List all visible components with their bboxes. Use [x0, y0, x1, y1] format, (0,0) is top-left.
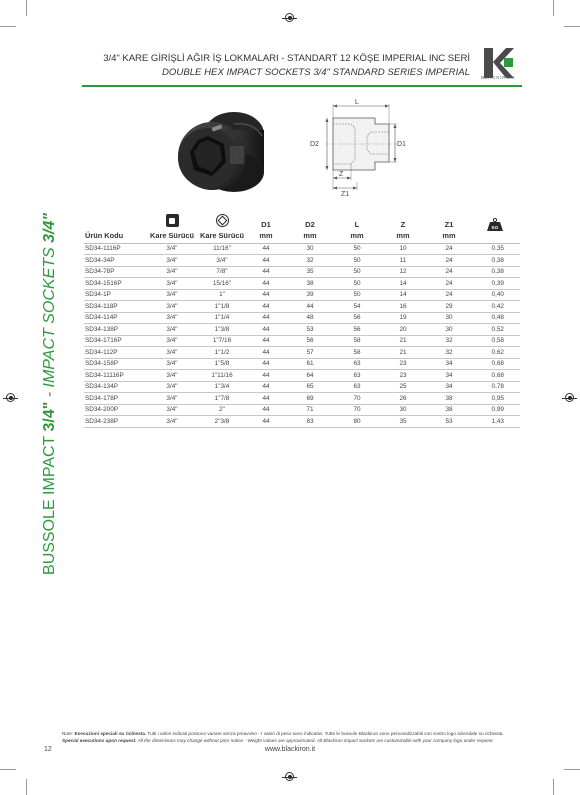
product-code: SD34-134P [84, 381, 146, 393]
d2-value: 53 [286, 324, 334, 336]
product-code: SD34-34P [84, 255, 146, 267]
label-z: Z [339, 171, 344, 178]
product-table [84, 208, 520, 428]
table-row [84, 335, 520, 347]
socket-size: 11/16" [198, 243, 246, 255]
side-title-part: - IMPACT SOCKETS [41, 242, 58, 402]
z-value: 25 [380, 381, 426, 393]
z1-value: 38 [426, 404, 472, 416]
z-value: 23 [380, 370, 426, 382]
d2-value: 35 [286, 266, 334, 278]
weight-value: 0,68 [472, 370, 520, 382]
note-label: Note: [62, 731, 74, 736]
label-d2: D2 [310, 141, 319, 148]
d2-value: 39 [286, 289, 334, 301]
side-title-part: BUSSOLE IMPACT [41, 431, 58, 575]
z1-value: 30 [426, 324, 472, 336]
l-value: 50 [334, 243, 380, 255]
product-code: SD34-1716P [84, 335, 146, 347]
d2-value: 69 [286, 393, 334, 405]
l-value: 50 [334, 255, 380, 267]
d2-value: 64 [286, 370, 334, 382]
crop-mark [553, 0, 554, 16]
z1-value: 32 [426, 347, 472, 359]
registration-mark [6, 393, 15, 402]
l-value: 50 [334, 266, 380, 278]
side-title-size: 3/4" [41, 213, 58, 243]
crop-mark [564, 769, 580, 770]
d2-value: 65 [286, 381, 334, 393]
drive-size: 3/4" [146, 255, 198, 267]
z1-value: 34 [426, 370, 472, 382]
drive-size: 3/4" [146, 335, 198, 347]
product-code: SD34-1516P [84, 278, 146, 290]
d1-value: 44 [246, 289, 286, 301]
crop-mark [553, 779, 554, 795]
z1-value: 29 [426, 301, 472, 313]
z-value: 21 [380, 335, 426, 347]
z1-value: 38 [426, 393, 472, 405]
footer-note [62, 730, 520, 744]
z-value: 19 [380, 312, 426, 324]
label-l: L [355, 99, 359, 106]
product-code: SD34-114P [84, 312, 146, 324]
d2-value: 71 [286, 404, 334, 416]
page-title-tr: 3/4" KARE GİRİŞLİ AĞIR İŞ LOKMALARI - STANDART 12 KÖŞE IMPERIAL INC SERİ [103, 53, 470, 64]
drive-size: 3/4" [146, 416, 198, 428]
header-drive2: Kare Sürücü [200, 231, 244, 241]
table-row [84, 347, 520, 359]
table-row [84, 243, 520, 255]
drive-size: 3/4" [146, 278, 198, 290]
socket-size: 15/16" [198, 278, 246, 290]
z-value: 12 [380, 266, 426, 278]
table-row [84, 358, 520, 370]
socket-size: 7/8" [198, 266, 246, 278]
drive-size: 3/4" [146, 301, 198, 313]
l-value: 58 [334, 335, 380, 347]
z-value: 21 [380, 347, 426, 359]
label-d1: D1 [397, 141, 406, 148]
z1-value: 24 [426, 243, 472, 255]
product-code: SD34-200P [84, 404, 146, 416]
weight-value: 0,48 [472, 312, 520, 324]
table-row [84, 393, 520, 405]
d2-value: 83 [286, 416, 334, 428]
table-row [84, 381, 520, 393]
weight-value: 0,78 [472, 381, 520, 393]
side-title-size: 3/4" [41, 401, 58, 432]
weight-value: 0,38 [472, 255, 520, 267]
d2-value: 38 [286, 278, 334, 290]
crop-mark [0, 769, 16, 770]
d1-value: 44 [246, 255, 286, 267]
l-value: 70 [334, 404, 380, 416]
product-code: SD34-158P [84, 358, 146, 370]
header-unit: mm [303, 231, 317, 241]
drive-size: 3/4" [146, 358, 198, 370]
product-code: SD34-238P [84, 416, 146, 428]
l-value: 63 [334, 381, 380, 393]
weight-icon [486, 218, 504, 231]
header-l: L [354, 220, 360, 229]
l-value: 50 [334, 278, 380, 290]
table-row [84, 266, 520, 278]
d1-value: 44 [246, 404, 286, 416]
weight-value: 0,38 [472, 266, 520, 278]
z1-value: 24 [426, 278, 472, 290]
weight-value: 0,35 [472, 243, 520, 255]
l-value: 50 [334, 289, 380, 301]
weight-label: KG [491, 224, 499, 230]
socket-size: 1"3/8 [198, 324, 246, 336]
z1-value: 34 [426, 381, 472, 393]
z1-value: 32 [426, 335, 472, 347]
table-row [84, 289, 520, 301]
d2-value: 61 [286, 358, 334, 370]
header-unit: mm [396, 231, 410, 241]
d2-value: 30 [286, 243, 334, 255]
socket-size: 3/4" [198, 255, 246, 267]
product-code: SD34-112P [84, 347, 146, 359]
d2-value: 56 [286, 335, 334, 347]
table-row [84, 312, 520, 324]
socket-image [172, 100, 274, 200]
z1-value: 24 [426, 266, 472, 278]
square-drive-icon [166, 214, 179, 227]
drive-size: 3/4" [146, 312, 198, 324]
d1-value: 44 [246, 278, 286, 290]
drive-size: 3/4" [146, 404, 198, 416]
l-value: 58 [334, 347, 380, 359]
header-d2: D2 [305, 220, 315, 229]
product-code: SD34-78P [84, 266, 146, 278]
table-row [84, 370, 520, 382]
d2-value: 32 [286, 255, 334, 267]
weight-value: 0,99 [472, 404, 520, 416]
table-row [84, 301, 520, 313]
logo-text: BLACKIRON [481, 75, 515, 80]
crop-mark [26, 0, 27, 16]
header-code: Ürün Kodu [85, 231, 124, 241]
product-code: SD34-11116P [84, 370, 146, 382]
socket-size: 1"7/16 [198, 335, 246, 347]
drive-size: 3/4" [146, 324, 198, 336]
header-z: Z [400, 220, 406, 229]
drive-size: 3/4" [146, 370, 198, 382]
z1-value: 34 [426, 358, 472, 370]
socket-size: 1" [198, 289, 246, 301]
dimension-diagram [305, 98, 415, 200]
table-header-row [84, 229, 520, 243]
drive-size: 3/4" [146, 381, 198, 393]
z-value: 11 [380, 255, 426, 267]
d1-value: 44 [246, 243, 286, 255]
d1-value: 44 [246, 266, 286, 278]
product-code: SD34-1116P [84, 243, 146, 255]
side-title [39, 174, 61, 614]
z1-value: 24 [426, 289, 472, 301]
z-value: 30 [380, 404, 426, 416]
page-title-en: DOUBLE HEX IMPACT SOCKETS 3/4" STANDARD SERIES IMPERIAL [162, 67, 470, 78]
note-en: All the dimensions may change without prior notice - Weight values are approximated. All Blackiron impact sockets are customizable with your company logo under request. [136, 738, 494, 743]
weight-value: 0,39 [472, 278, 520, 290]
header-drive1: Kare Sürücü [150, 231, 194, 241]
header-d1: D1 [261, 220, 271, 229]
product-code: SD34-1P [84, 289, 146, 301]
drive-size: 3/4" [146, 266, 198, 278]
website-link[interactable]: www.blackiron.it [264, 746, 316, 753]
table-row [84, 404, 520, 416]
page-number: 12 [44, 746, 52, 753]
table-icon-row [84, 208, 520, 229]
drive-size: 3/4" [146, 289, 198, 301]
d1-value: 44 [246, 301, 286, 313]
l-value: 80 [334, 416, 380, 428]
product-code: SD34-118P [84, 301, 146, 313]
d1-value: 44 [246, 358, 286, 370]
d1-value: 44 [246, 393, 286, 405]
socket-size: 1"1/8 [198, 301, 246, 313]
note-en-bold: Special executions upon request. [62, 738, 137, 743]
l-value: 56 [334, 312, 380, 324]
table-row [84, 324, 520, 336]
table-row [84, 416, 520, 428]
product-code: SD34-178P [84, 393, 146, 405]
l-value: 63 [334, 370, 380, 382]
drive-size: 3/4" [146, 347, 198, 359]
socket-size: 1"1/4 [198, 312, 246, 324]
socket-size: 1"7/8 [198, 393, 246, 405]
weight-value: 0,42 [472, 301, 520, 313]
l-value: 70 [334, 393, 380, 405]
d1-value: 44 [246, 347, 286, 359]
note-it: Tutti i valori indicati possono variare senza preavviso - I valori di peso sono indicativi. Tutte le bussole Blackiron sono personalizzabili con vostro logo aziendale su richiesta. [146, 731, 504, 736]
z-value: 20 [380, 324, 426, 336]
d1-value: 44 [246, 370, 286, 382]
z1-value: 24 [426, 255, 472, 267]
weight-value: 0,68 [472, 358, 520, 370]
weight-value: 0,95 [472, 393, 520, 405]
z-value: 35 [380, 416, 426, 428]
crop-mark [26, 779, 27, 795]
d1-value: 44 [246, 335, 286, 347]
double-hex-icon [216, 214, 229, 227]
socket-size: 1"5/8 [198, 358, 246, 370]
note-it-bold: Esecuzioni speciali su richiesta. [74, 731, 147, 736]
z1-value: 30 [426, 312, 472, 324]
l-value: 54 [334, 301, 380, 313]
d2-value: 44 [286, 301, 334, 313]
crop-mark [0, 26, 16, 27]
l-value: 63 [334, 358, 380, 370]
socket-size: 2" [198, 404, 246, 416]
weight-value: 0,40 [472, 289, 520, 301]
socket-size: 1"3/4 [198, 381, 246, 393]
table-row [84, 278, 520, 290]
l-value: 56 [334, 324, 380, 336]
d1-value: 44 [246, 416, 286, 428]
crop-mark [564, 26, 580, 27]
z-value: 14 [380, 278, 426, 290]
product-code: SD34-138P [84, 324, 146, 336]
header-unit: mm [442, 231, 456, 241]
d1-value: 44 [246, 381, 286, 393]
header-rule [82, 85, 522, 87]
registration-mark [285, 772, 294, 781]
drive-size: 3/4" [146, 393, 198, 405]
z-value: 26 [380, 393, 426, 405]
header-unit: mm [350, 231, 364, 241]
weight-value: 0,52 [472, 324, 520, 336]
d1-value: 44 [246, 324, 286, 336]
table-row [84, 255, 520, 267]
table-body [84, 243, 520, 427]
z-value: 10 [380, 243, 426, 255]
z-value: 23 [380, 358, 426, 370]
registration-mark [285, 13, 294, 22]
header-z1: Z1 [444, 220, 454, 229]
weight-value: 0,58 [472, 335, 520, 347]
weight-value: 1,43 [472, 416, 520, 428]
registration-mark [565, 393, 574, 402]
socket-size: 2"3/8 [198, 416, 246, 428]
z-value: 16 [380, 301, 426, 313]
drive-size: 3/4" [146, 243, 198, 255]
z1-value: 53 [426, 416, 472, 428]
socket-size: 1"11/16 [198, 370, 246, 382]
header-unit: mm [259, 231, 273, 241]
d2-value: 57 [286, 347, 334, 359]
z-value: 14 [380, 289, 426, 301]
d2-value: 48 [286, 312, 334, 324]
weight-value: 0,62 [472, 347, 520, 359]
socket-size: 1"1/2 [198, 347, 246, 359]
d1-value: 44 [246, 312, 286, 324]
label-z1: Z1 [341, 191, 350, 198]
